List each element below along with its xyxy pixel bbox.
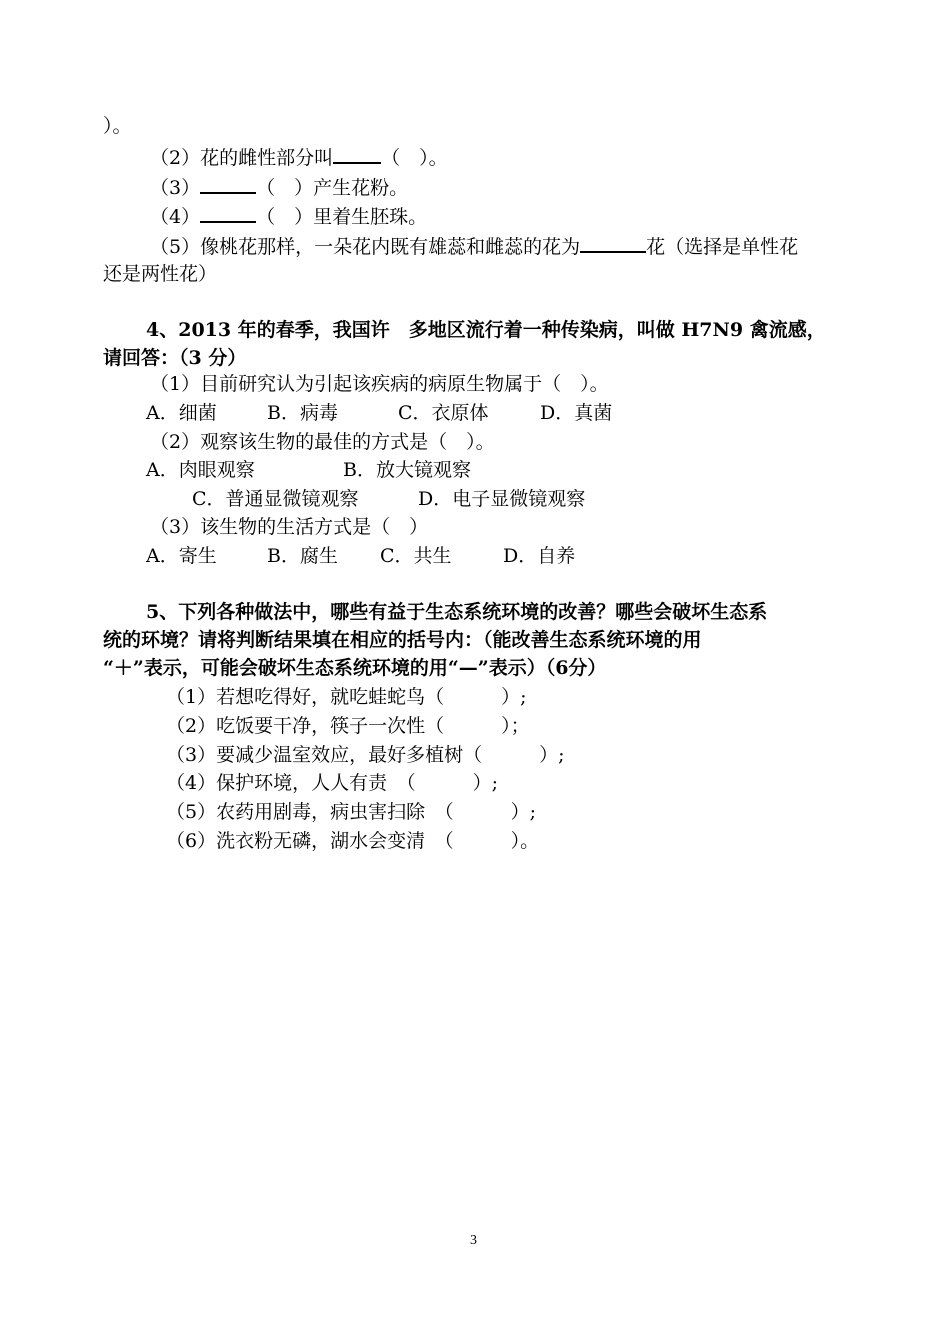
q4-subquestion-3: （3）该生物的生活方式是（ ）	[150, 516, 429, 538]
q5-title-line-2: 统的环境？请将判断结果填在相应的括号内：（能改善生态系统环境的用	[103, 629, 702, 651]
q3-part-4: （4） （ ）里着生胚珠。	[150, 203, 427, 230]
q5-item-4: （4）保护环境，人人有责 （ ）;	[166, 772, 498, 794]
q4-option-d[interactable]: D．电子显微镜观察	[418, 488, 586, 510]
q3-part-3: （3） （ ）产生花粉。	[150, 174, 408, 201]
q3-part-2: （2）花的雌性部分叫 （ ）。	[150, 144, 448, 171]
q3-tail: ）。	[103, 115, 132, 137]
q5-title-line-1: 5、下列各种做法中，哪些有益于生态系统环境的改善？哪些会破坏生态系	[146, 601, 768, 623]
q4-option-c[interactable]: C．普通显微镜观察	[192, 488, 359, 510]
q5-title-line-3: “＋”表示，可能会破坏生态系统环境的用“—”表示）（6分）	[103, 657, 607, 679]
q4-option-c[interactable]: C．衣原体	[398, 402, 489, 424]
page-number: 3	[470, 1233, 477, 1248]
q5-item-3: （3）要减少温室效应，最好多植树（ ）;	[166, 744, 565, 766]
q4-option-a[interactable]: A．肉眼观察	[146, 459, 255, 481]
q5-item-5: （5）农药用剧毒，病虫害扫除 （ ）;	[166, 801, 536, 823]
q4-option-d[interactable]: D．真菌	[540, 402, 613, 424]
q4-option-c[interactable]: C．共生	[380, 545, 452, 567]
q4-option-d[interactable]: D．自养	[503, 545, 576, 567]
fill-blank[interactable]	[333, 144, 381, 164]
fill-blank[interactable]	[580, 233, 646, 253]
q5-item-1: （1）若想吃得好，就吃蛙蛇鸟（ ）;	[166, 686, 527, 708]
q5-item-2: （2）吃饭要干净，筷子一次性（ ）；	[166, 715, 530, 737]
q4-option-b[interactable]: B．病毒	[267, 402, 338, 424]
q4-option-a[interactable]: A．细菌	[146, 402, 217, 424]
q3-part-5-continued: 还是两性花）	[103, 263, 218, 285]
q4-subquestion-2: （2）观察该生物的最佳的方式是（ ）。	[150, 431, 495, 453]
q4-option-b[interactable]: B．放大镜观察	[343, 459, 471, 481]
fill-blank[interactable]	[200, 203, 256, 223]
q4-subquestion-1: （1）目前研究认为引起该疾病的病原生物属于（ ）。	[150, 373, 609, 395]
q4-title-line-2: 请回答：（3 分）	[103, 347, 247, 369]
q3-part-5: （5）像桃花那样，一朵花内既有雄蕊和雌蕊的花为 花（选择是单性花	[150, 233, 798, 260]
q4-option-a[interactable]: A．寄生	[146, 545, 217, 567]
q5-item-6: （6）洗衣粉无磷，湖水会变清 （ ）。	[166, 830, 540, 852]
q4-option-b[interactable]: B．腐生	[267, 545, 338, 567]
fill-blank[interactable]	[200, 174, 256, 194]
q4-title-line-1: 4、2013 年的春季，我国许 多地区流行着一种传染病，叫做 H7N9 禽流感，	[146, 319, 826, 341]
